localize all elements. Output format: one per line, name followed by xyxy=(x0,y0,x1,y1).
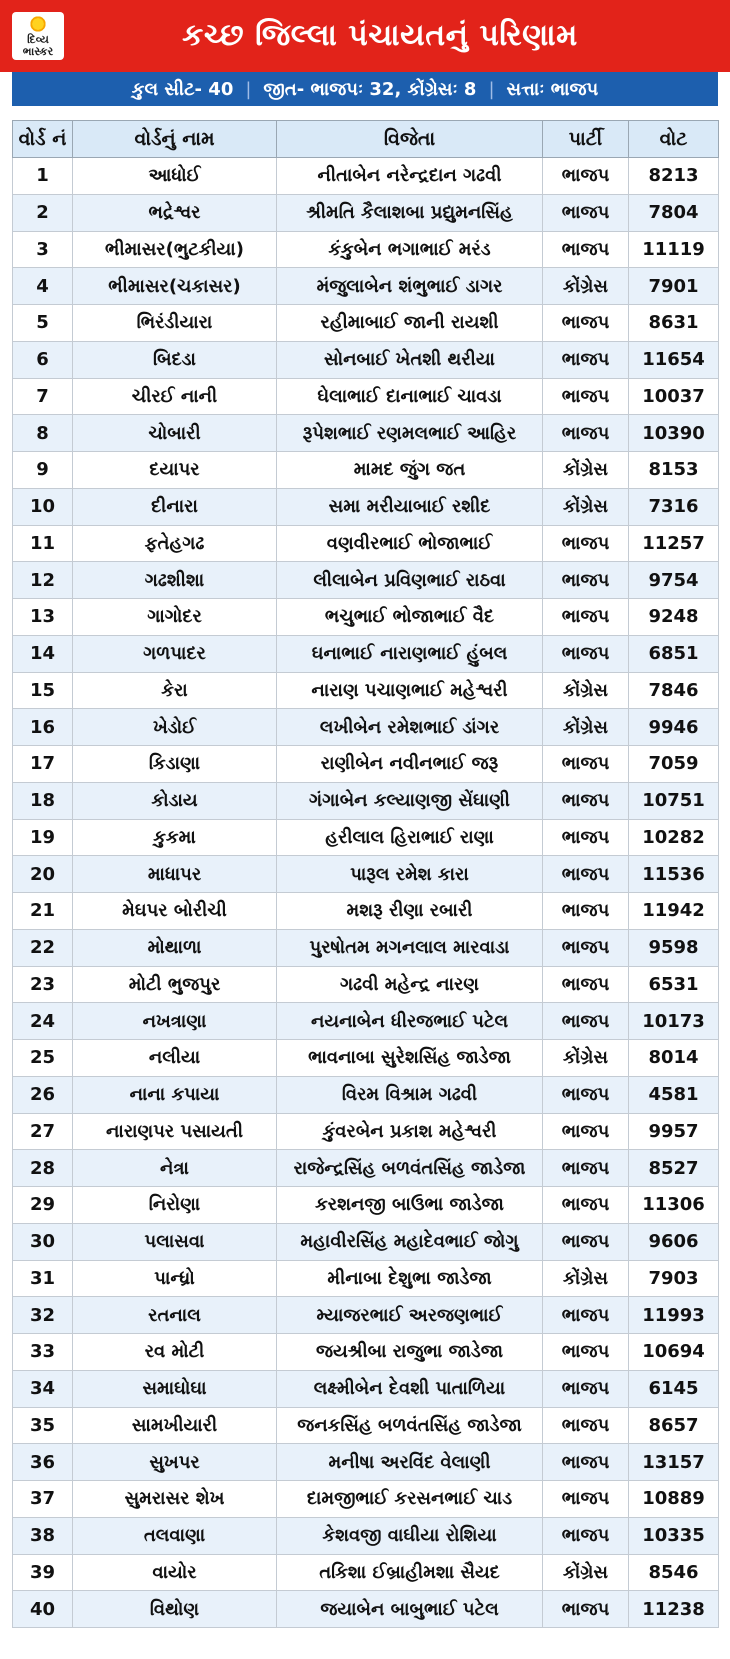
divya-bhaskar-logo xyxy=(12,12,64,60)
ward-name-cell: નાના કપાયા xyxy=(73,1076,277,1113)
ward-number-cell: 26 xyxy=(13,1076,73,1113)
ward-name-cell: સુખપર xyxy=(73,1444,277,1481)
ward-number-cell: 40 xyxy=(13,1591,73,1628)
ward-number-cell: 18 xyxy=(13,782,73,819)
votes-cell: 11257 xyxy=(629,525,719,562)
party-cell: કોંગ્રેસ xyxy=(543,268,629,305)
party-cell: ભાજપ xyxy=(543,746,629,783)
votes-cell: 7316 xyxy=(629,488,719,525)
table-row xyxy=(13,856,719,893)
logo-line-1: દિવ્ય xyxy=(27,33,49,46)
table-row xyxy=(13,672,719,709)
sun-logo-icon xyxy=(29,15,47,33)
ward-name-cell: નેત્રા xyxy=(73,1150,277,1187)
ward-number-cell: 38 xyxy=(13,1517,73,1554)
party-cell: ભાજપ xyxy=(543,305,629,342)
votes-cell: 13157 xyxy=(629,1444,719,1481)
votes-cell: 11119 xyxy=(629,231,719,268)
ward-number-cell: 27 xyxy=(13,1113,73,1150)
winner-cell: મ્યાજરભાઈ અરજણભાઈ xyxy=(277,1297,543,1334)
ward-name-cell: ચીરઈ નાની xyxy=(73,378,277,415)
votes-cell: 10694 xyxy=(629,1334,719,1371)
ward-name-cell: મોથાળા xyxy=(73,929,277,966)
separator: | xyxy=(245,78,252,100)
table-row xyxy=(13,194,719,231)
winner-cell: લખીબેન રમેશભાઈ ડાંગર xyxy=(277,709,543,746)
ward-number-cell: 2 xyxy=(13,194,73,231)
party-cell: ભાજપ xyxy=(543,1113,629,1150)
party-cell: ભાજપ xyxy=(543,1517,629,1554)
ward-number-cell: 21 xyxy=(13,893,73,930)
party-cell: ભાજપ xyxy=(543,158,629,195)
ward-name-cell: મોટી ભુજપુર xyxy=(73,966,277,1003)
votes-cell: 11654 xyxy=(629,341,719,378)
party-cell: કોંગ્રેસ xyxy=(543,672,629,709)
votes-cell: 11306 xyxy=(629,1187,719,1224)
table-row xyxy=(13,1187,719,1224)
ward-number-cell: 8 xyxy=(13,415,73,452)
winner-cell: વિરમ વિશ્રામ ગઢવી xyxy=(277,1076,543,1113)
party-cell: કોંગ્રેસ xyxy=(543,1040,629,1077)
votes-cell: 8546 xyxy=(629,1554,719,1591)
votes-cell: 9957 xyxy=(629,1113,719,1150)
votes-cell: 6851 xyxy=(629,635,719,672)
ward-name-cell: ભીમાસર(ચકાસર) xyxy=(73,268,277,305)
table-row xyxy=(13,1040,719,1077)
party-cell: ભાજપ xyxy=(543,1370,629,1407)
ward-number-cell: 17 xyxy=(13,746,73,783)
winner-cell: લક્ષ્મીબેન દેવશી પાતાળિયા xyxy=(277,1370,543,1407)
table-row xyxy=(13,378,719,415)
winner-cell: પુરષોતમ મગનલાલ મારવાડા xyxy=(277,929,543,966)
ward-name-cell: કુકમા xyxy=(73,819,277,856)
ward-name-cell: નલીયા xyxy=(73,1040,277,1077)
ward-name-cell: ચોબારી xyxy=(73,415,277,452)
winner-cell: ઘનાભાઈ નારાણભાઈ હુંબલ xyxy=(277,635,543,672)
separator: | xyxy=(488,78,495,100)
ward-name-cell: કેરા xyxy=(73,672,277,709)
table-row xyxy=(13,1150,719,1187)
votes-cell: 10037 xyxy=(629,378,719,415)
ward-number-cell: 16 xyxy=(13,709,73,746)
ward-number-cell: 12 xyxy=(13,562,73,599)
ward-number-cell: 34 xyxy=(13,1370,73,1407)
table-row xyxy=(13,1003,719,1040)
table-row xyxy=(13,746,719,783)
party-cell: ભાજપ xyxy=(543,231,629,268)
table-row xyxy=(13,1297,719,1334)
winner-cell: મશરૂ રીણા રબારી xyxy=(277,893,543,930)
header-ward-number: વોર્ડ નં xyxy=(13,121,73,158)
ward-number-cell: 10 xyxy=(13,488,73,525)
table-row xyxy=(13,966,719,1003)
header-banner xyxy=(0,0,730,72)
ward-name-cell: નારાણપર પસાયતી xyxy=(73,1113,277,1150)
winner-cell: હરીલાલ હિરાભાઈ રાણા xyxy=(277,819,543,856)
header-winner: વિજેતા xyxy=(277,121,543,158)
party-cell: ભાજપ xyxy=(543,929,629,966)
votes-cell: 6145 xyxy=(629,1370,719,1407)
ward-name-cell: રતનાલ xyxy=(73,1297,277,1334)
table-row xyxy=(13,599,719,636)
ward-number-cell: 29 xyxy=(13,1187,73,1224)
votes-cell: 7846 xyxy=(629,672,719,709)
ward-number-cell: 31 xyxy=(13,1260,73,1297)
winner-cell: ગઢવી મહેન્દ્ર નારણ xyxy=(277,966,543,1003)
party-cell: ભાજપ xyxy=(543,194,629,231)
ward-name-cell: ગળપાદર xyxy=(73,635,277,672)
total-seats: કુલ સીટ- 40 xyxy=(131,78,234,100)
table-row xyxy=(13,635,719,672)
table-header-row xyxy=(13,121,719,158)
ward-name-cell: બિદડા xyxy=(73,341,277,378)
votes-cell: 7903 xyxy=(629,1260,719,1297)
table-row xyxy=(13,158,719,195)
table-row xyxy=(13,1407,719,1444)
winner-cell: ઘેલાભાઈ દાનાભાઈ ચાવડા xyxy=(277,378,543,415)
party-cell: ભાજપ xyxy=(543,525,629,562)
ward-number-cell: 1 xyxy=(13,158,73,195)
winner-cell: વણવીરભાઈ ભોજાભાઈ xyxy=(277,525,543,562)
party-cell: ભાજપ xyxy=(543,1003,629,1040)
ward-name-cell: દયાપર xyxy=(73,452,277,489)
winner-cell: લીલાબેન પ્રવિણભાઈ રાઠવા xyxy=(277,562,543,599)
winner-cell: શ્રીમતિ કૈલાશબા પ્રદ્યુમનસિંહ xyxy=(277,194,543,231)
party-cell: ભાજપ xyxy=(543,599,629,636)
table-row xyxy=(13,341,719,378)
winner-cell: ગંગાબેન કલ્યાણજી સેંઘાણી xyxy=(277,782,543,819)
votes-cell: 8014 xyxy=(629,1040,719,1077)
winner-cell: રહીમાબાઈ જાની રાયશી xyxy=(277,305,543,342)
ward-name-cell: ગઢશીશા xyxy=(73,562,277,599)
ward-number-cell: 3 xyxy=(13,231,73,268)
ward-name-cell: આધોઈ xyxy=(73,158,277,195)
party-cell: ભાજપ xyxy=(543,1481,629,1518)
winner-cell: કંકુબેન ભગાભાઈ મરંડ xyxy=(277,231,543,268)
ward-number-cell: 25 xyxy=(13,1040,73,1077)
ward-number-cell: 13 xyxy=(13,599,73,636)
votes-cell: 10751 xyxy=(629,782,719,819)
table-row xyxy=(13,231,719,268)
ward-name-cell: પાન્ધ્રો xyxy=(73,1260,277,1297)
ward-name-cell: સુમરાસર શેખ xyxy=(73,1481,277,1518)
table-body xyxy=(13,158,719,1628)
winner-cell: નીતાબેન નરેન્દ્રદાન ગઢવી xyxy=(277,158,543,195)
party-cell: ભાજપ xyxy=(543,966,629,1003)
winner-cell: રાજેન્દ્રસિંહ બળવંતસિંહ જાડેજા xyxy=(277,1150,543,1187)
table-row xyxy=(13,488,719,525)
party-cell: કોંગ્રેસ xyxy=(543,1260,629,1297)
logo-line-2: ભાસ્કર xyxy=(22,45,54,58)
ward-number-cell: 11 xyxy=(13,525,73,562)
winner-cell: કરશનજી બાઉભા જાડેજા xyxy=(277,1187,543,1224)
votes-cell: 4581 xyxy=(629,1076,719,1113)
ward-name-cell: તલવાણા xyxy=(73,1517,277,1554)
ward-name-cell: વાયોર xyxy=(73,1554,277,1591)
winner-cell: ભાવનાબા સુરેશસિંહ જાડેજા xyxy=(277,1040,543,1077)
ward-number-cell: 37 xyxy=(13,1481,73,1518)
winner-cell: નારાણ પચાણભાઈ મહેશ્વરી xyxy=(277,672,543,709)
winner-cell: મનીષા અરવિંદ વેલાણી xyxy=(277,1444,543,1481)
party-cell: ભાજપ xyxy=(543,415,629,452)
votes-cell: 7901 xyxy=(629,268,719,305)
ward-name-cell: સામખીયારી xyxy=(73,1407,277,1444)
winner-cell: પારૂલ રમેશ કારા xyxy=(277,856,543,893)
winner-cell: મંજુલાબેન શંભુભાઈ ડાગર xyxy=(277,268,543,305)
votes-cell: 11942 xyxy=(629,893,719,930)
ward-number-cell: 6 xyxy=(13,341,73,378)
votes-cell: 10889 xyxy=(629,1481,719,1518)
votes-cell: 8527 xyxy=(629,1150,719,1187)
votes-cell: 10173 xyxy=(629,1003,719,1040)
table-row xyxy=(13,1334,719,1371)
votes-cell: 9754 xyxy=(629,562,719,599)
ward-number-cell: 35 xyxy=(13,1407,73,1444)
ward-number-cell: 33 xyxy=(13,1334,73,1371)
table-row xyxy=(13,1113,719,1150)
ward-number-cell: 15 xyxy=(13,672,73,709)
party-cell: ભાજપ xyxy=(543,1076,629,1113)
table-row xyxy=(13,525,719,562)
party-cell: ભાજપ xyxy=(543,782,629,819)
winner-cell: જયાબેન બાબુભાઈ પટેલ xyxy=(277,1591,543,1628)
ward-name-cell: કિડાણા xyxy=(73,746,277,783)
winner-cell: દામજીભાઈ કરસનભાઈ ચાડ xyxy=(277,1481,543,1518)
ward-number-cell: 14 xyxy=(13,635,73,672)
summary-bar xyxy=(12,72,718,106)
winner-cell: ભચુભાઈ ભોજાભાઈ વૈદ xyxy=(277,599,543,636)
header-ward-name: વોર્ડનું નામ xyxy=(73,121,277,158)
table-row xyxy=(13,929,719,966)
party-cell: ભાજપ xyxy=(543,341,629,378)
ward-number-cell: 4 xyxy=(13,268,73,305)
votes-cell: 8213 xyxy=(629,158,719,195)
winner-cell: મીનાબા દેશુભા જાડેજા xyxy=(277,1260,543,1297)
table-row xyxy=(13,893,719,930)
party-cell: કોંગ્રેસ xyxy=(543,709,629,746)
ward-name-cell: રવ મોટી xyxy=(73,1334,277,1371)
header-votes: વોટ xyxy=(629,121,719,158)
party-cell: ભાજપ xyxy=(543,1150,629,1187)
ward-name-cell: સમાઘોઘા xyxy=(73,1370,277,1407)
logo-text xyxy=(12,34,64,58)
ward-number-cell: 32 xyxy=(13,1297,73,1334)
table-row xyxy=(13,709,719,746)
table-row xyxy=(13,1223,719,1260)
ward-name-cell: ભિરંડીયારા xyxy=(73,305,277,342)
ward-number-cell: 5 xyxy=(13,305,73,342)
party-cell: ભાજપ xyxy=(543,1591,629,1628)
ward-name-cell: ભદ્રેશ્વર xyxy=(73,194,277,231)
votes-cell: 8153 xyxy=(629,452,719,489)
ward-name-cell: કોડાય xyxy=(73,782,277,819)
votes-cell: 7059 xyxy=(629,746,719,783)
party-cell: ભાજપ xyxy=(543,856,629,893)
votes-cell: 9606 xyxy=(629,1223,719,1260)
votes-cell: 11536 xyxy=(629,856,719,893)
ward-number-cell: 19 xyxy=(13,819,73,856)
ward-name-cell: પલાસવા xyxy=(73,1223,277,1260)
party-cell: કોંગ્રેસ xyxy=(543,488,629,525)
winner-cell: તકિશા ઈબ્રાહીમશા સૈયદ xyxy=(277,1554,543,1591)
votes-cell: 9946 xyxy=(629,709,719,746)
ward-name-cell: મેઘપર બોરીચી xyxy=(73,893,277,930)
winner-cell: રાણીબેન નવીનભાઈ જરૂ xyxy=(277,746,543,783)
page-title: કચ્છ જિલ્લા પંચાયતનું પરિણામ xyxy=(182,18,578,53)
ward-name-cell: ગાગોદર xyxy=(73,599,277,636)
winner-cell: સમા મરીયાબાઈ રશીદ xyxy=(277,488,543,525)
party-cell: ભાજપ xyxy=(543,1444,629,1481)
winner-cell: જયશ્રીબા રાજુભા જાડેજા xyxy=(277,1334,543,1371)
ward-name-cell: નખત્રાણા xyxy=(73,1003,277,1040)
results-table xyxy=(12,120,719,1628)
ward-number-cell: 36 xyxy=(13,1444,73,1481)
table-row xyxy=(13,452,719,489)
party-cell: ભાજપ xyxy=(543,562,629,599)
votes-cell: 8657 xyxy=(629,1407,719,1444)
ward-number-cell: 9 xyxy=(13,452,73,489)
party-cell: ભાજપ xyxy=(543,1187,629,1224)
ward-number-cell: 20 xyxy=(13,856,73,893)
ward-number-cell: 24 xyxy=(13,1003,73,1040)
table-row xyxy=(13,1481,719,1518)
header-party: પાર્ટી xyxy=(543,121,629,158)
ward-number-cell: 23 xyxy=(13,966,73,1003)
votes-cell: 11993 xyxy=(629,1297,719,1334)
table-row xyxy=(13,268,719,305)
votes-cell: 10335 xyxy=(629,1517,719,1554)
ward-number-cell: 22 xyxy=(13,929,73,966)
ward-name-cell: ફતેહગઢ xyxy=(73,525,277,562)
votes-cell: 11238 xyxy=(629,1591,719,1628)
table-row xyxy=(13,1591,719,1628)
table-row xyxy=(13,1076,719,1113)
win-counts: જીત- ભાજપઃ 32, કોંગ્રેસઃ 8 xyxy=(263,78,477,100)
ward-name-cell: દીનારા xyxy=(73,488,277,525)
table-row xyxy=(13,1517,719,1554)
winner-cell: નયનાબેન ધીરજભાઈ પટેલ xyxy=(277,1003,543,1040)
table-row xyxy=(13,1260,719,1297)
ward-number-cell: 39 xyxy=(13,1554,73,1591)
votes-cell: 7804 xyxy=(629,194,719,231)
winner-cell: જનકસિંહ બળવંતસિંહ જાડેજા xyxy=(277,1407,543,1444)
ward-name-cell: ભીમાસર(ભુટકીયા) xyxy=(73,231,277,268)
votes-cell: 6531 xyxy=(629,966,719,1003)
ward-name-cell: વિથોણ xyxy=(73,1591,277,1628)
party-cell: ભાજપ xyxy=(543,819,629,856)
table-row xyxy=(13,782,719,819)
party-cell: ભાજપ xyxy=(543,1297,629,1334)
party-cell: ભાજપ xyxy=(543,893,629,930)
ward-name-cell: માધાપર xyxy=(73,856,277,893)
table-row xyxy=(13,415,719,452)
winner-cell: કેશવજી વાઘીયા રોશિયા xyxy=(277,1517,543,1554)
table-row xyxy=(13,1554,719,1591)
winner-cell: મામદ જુંગ જત xyxy=(277,452,543,489)
party-cell: ભાજપ xyxy=(543,378,629,415)
table-row xyxy=(13,305,719,342)
votes-cell: 9598 xyxy=(629,929,719,966)
party-cell: ભાજપ xyxy=(543,1334,629,1371)
ward-number-cell: 30 xyxy=(13,1223,73,1260)
winner-cell: મહાવીરસિંહ મહાદેવભાઈ જોગુ xyxy=(277,1223,543,1260)
table-row xyxy=(13,1444,719,1481)
party-cell: ભાજપ xyxy=(543,1407,629,1444)
ward-number-cell: 28 xyxy=(13,1150,73,1187)
winner-cell: સોનબાઈ ખેતશી થરીયા xyxy=(277,341,543,378)
party-cell: કોંગ્રેસ xyxy=(543,452,629,489)
table-row xyxy=(13,562,719,599)
party-cell: કોંગ્રેસ xyxy=(543,1554,629,1591)
ward-name-cell: ખેડોઈ xyxy=(73,709,277,746)
winner-cell: રૂપેશભાઈ રણમલભાઈ આહિર xyxy=(277,415,543,452)
ruling-party: સત્તાઃ ભાજપ xyxy=(506,78,599,100)
votes-cell: 10282 xyxy=(629,819,719,856)
ward-number-cell: 7 xyxy=(13,378,73,415)
winner-cell: કુંવરબેન પ્રકાશ મહેશ્વરી xyxy=(277,1113,543,1150)
votes-cell: 8631 xyxy=(629,305,719,342)
ward-name-cell: નિરોણા xyxy=(73,1187,277,1224)
votes-cell: 10390 xyxy=(629,415,719,452)
table-row xyxy=(13,819,719,856)
party-cell: ભાજપ xyxy=(543,635,629,672)
votes-cell: 9248 xyxy=(629,599,719,636)
table-row xyxy=(13,1370,719,1407)
party-cell: ભાજપ xyxy=(543,1223,629,1260)
